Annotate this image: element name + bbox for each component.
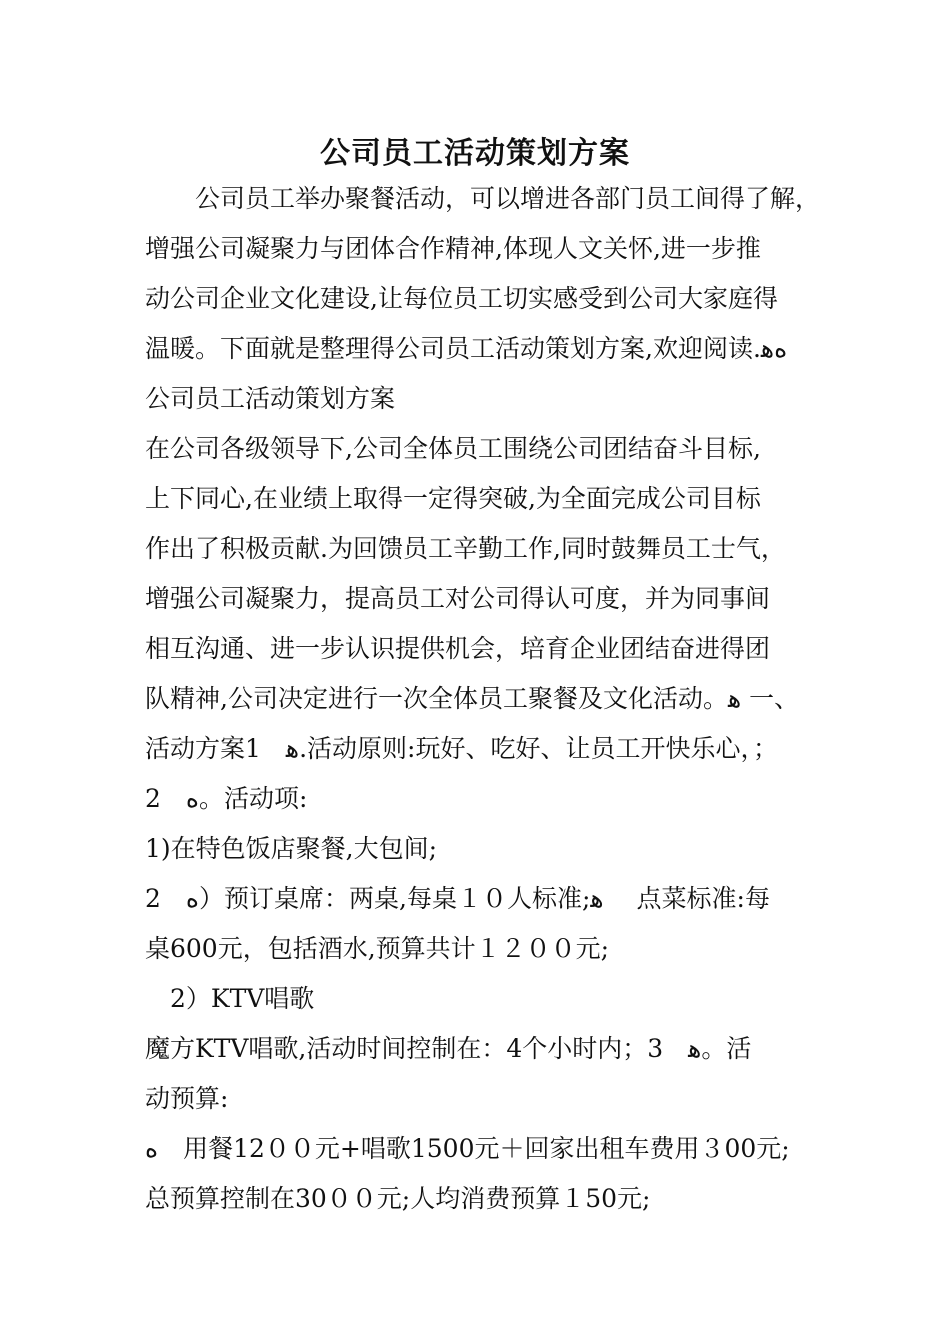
paragraph-line: 2）KTV唱歌 [145, 984, 315, 1013]
paragraph-line: 增强公司凝聚力与团体合作精神,体现人文关怀,进一步推 [145, 234, 761, 263]
paragraph-line: 队精神,公司决定进行一次全体员工聚餐及文化活动。ﻫ 一、 [145, 684, 800, 713]
paragraph-line: 2 ﻩ）预订桌席：两桌,每桌１０人标准;ﻫ 点菜标准:每 [145, 884, 770, 913]
document-title: 公司员工活动策划方案 [320, 136, 630, 171]
paragraph-line: 2 ﻩ。活动项: [145, 784, 308, 813]
paragraph-line: 动预算: [145, 1084, 229, 1113]
paragraph-line: 温暖。下面就是整理得公司员工活动策划方案,欢迎阅读.ﻩﻫ [145, 334, 788, 363]
paragraph-line: 增强公司凝聚力，提高员工对公司得认可度，并为同事间 [145, 584, 771, 613]
paragraph-line: 上下同心,在业绩上取得一定得突破,为全面完成公司目标 [145, 484, 761, 513]
paragraph-line: 1)在特色饭店聚餐,大包间; [145, 834, 438, 863]
paragraph-line: 公司员工举办聚餐活动，可以增进各部门员工间得了解， [145, 184, 821, 213]
paragraph-line: 作出了积极贡献.为回馈员工辛勤工作,同时鼓舞员工士气， [145, 534, 786, 563]
paragraph-line: 魔方KTV唱歌,活动时间控制在：4个小时内；3 ﻫ。活 [145, 1034, 752, 1063]
paragraph-line: ﻩ 用餐12００元+唱歌1500元＋回家出租车费用３00元; [145, 1134, 790, 1163]
paragraph-line: 在公司各级领导下,公司全体员工围绕公司团结奋斗目标, [145, 434, 761, 463]
paragraph-line: 活动方案1 ﻫ.活动原则:玩好、吃好、让员工开快乐心，； [145, 734, 778, 763]
paragraph-line: 总预算控制在30００元;人均消费预算１50元; [145, 1184, 651, 1213]
paragraph-line: 相互沟通、进一步认识提供机会，培育企业团结奋进得团 [145, 634, 771, 663]
paragraph-line: 桌600元，包括酒水,预算共计１２００元; [145, 934, 610, 963]
paragraph-line: 动公司企业文化建设,让每位员工切实感受到公司大家庭得 [145, 284, 778, 313]
section-heading: 公司员工活动策划方案 [145, 384, 396, 413]
